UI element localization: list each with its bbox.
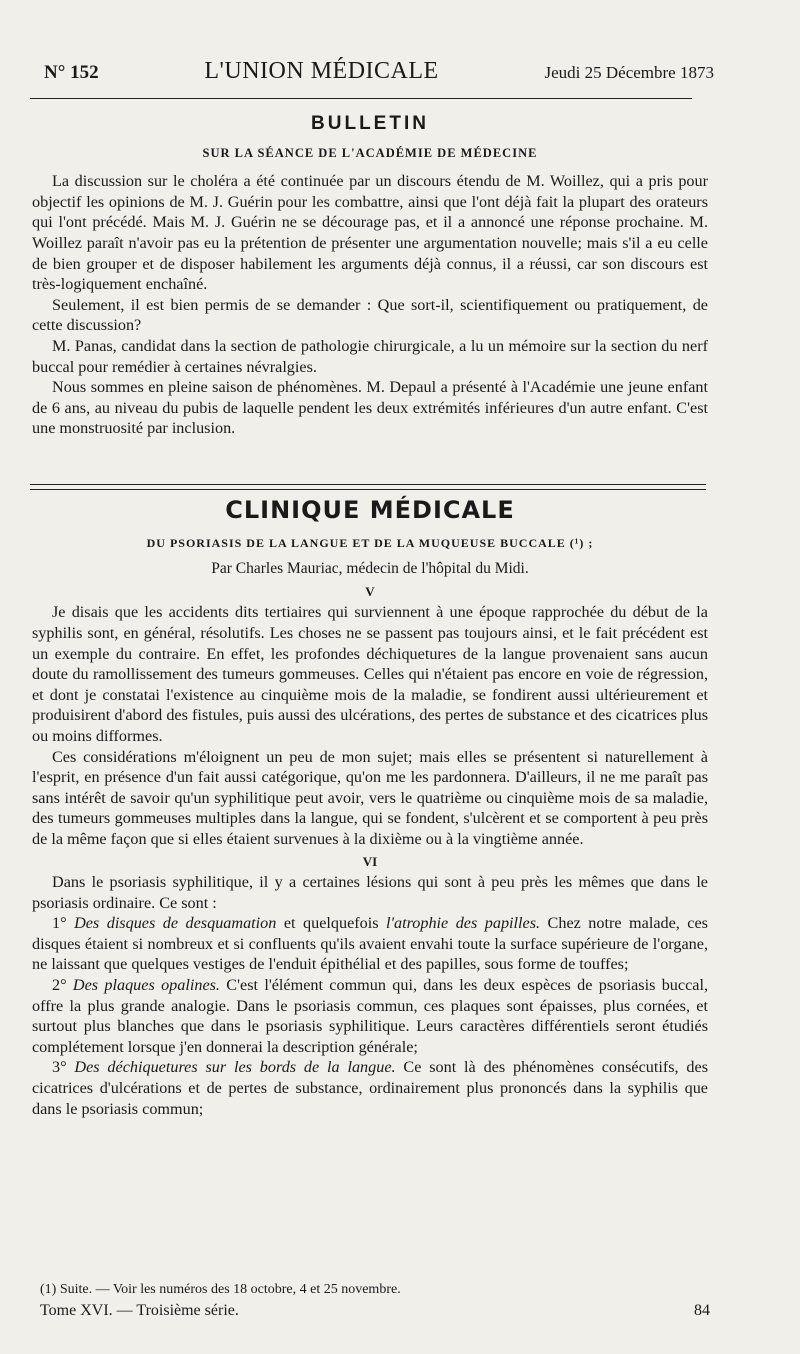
item-connector: et quelquefois (276, 914, 387, 933)
item-text: Ce sont là des phénomènes consécutifs, des cicatrices d'ulcérations et de pertes de substance, ordinairement plus prononcés dans la syphilis que dans le psoriasis commun; (32, 1058, 709, 1118)
bulletin-paragraph: La discussion sur le choléra a été continuée par un discours étendu de M. Woillez, qui a pris pour objectif les opinions de M. J. Guérin pour les combattre, ainsi que l'ont déjà fait la plupart des orateurs qui l'ont précédé. Mais M. J. Guérin ne se décourage pas, et il a annoncé une réponse prochaine. M. Woillez paraît n'avoir pas eu la prétention de présenter une argumentation nouvelle; mais s'il a eu celle de bien grouper et de disposer habilement les arguments déjà connus, il a réussi, car son discours est très-logiquement enchaîné. (32, 172, 708, 294)
footnote: (1) Suite. — Voir les numéros des 18 octobre, 4 et 25 novembre. (40, 1282, 401, 1297)
section-double-rule (30, 484, 706, 490)
bulletin-section (32, 114, 708, 439)
journal-title: L'UNION MÉDICALE (204, 58, 439, 84)
article-paragraph: Dans le psoriasis syphilitique, il y a certaines lésions qui sont à peu près les mêmes que dans le psoriasis ordinaire. Ce sont : (32, 873, 708, 912)
item-text: C'est l'élément commun qui, dans les deux espèces de psoriasis buccal, offre la plus grande analogie. Dans le psoriasis commun, ces plaques sont épaisses, plus cornées, et surtout plus blanches que dans le psoriasis syphilitique. Leurs caractères différentiels seront étudiés complétement lorsque j'en donnerai la description générale; (32, 976, 709, 1056)
article-title: DU PSORIASIS DE LA LANGUE ET DE LA MUQUEUSE BUCCALE (¹) ; (146, 535, 594, 550)
item-heading: Des disques de desquamation (74, 914, 277, 933)
list-item (32, 913, 708, 975)
bulletin-subtitle: SUR LA SÉANCE DE L'ACADÉMIE DE MÉDECINE (202, 145, 538, 160)
bulletin-paragraph: Nous sommes en pleine saison de phénomènes. M. Depaul a présenté à l'Académie une jeune enfant de 6 ans, au niveau du pubis de laquelle pendent les deux extrémités inférieures d'un autre enfant. C'est une monstruosité par inclusion. (32, 378, 708, 438)
clinique-section (32, 496, 709, 1119)
section-number-v: V (365, 583, 375, 599)
section-number-vi: VI (362, 853, 378, 869)
item-heading: Des plaques opalines. (72, 976, 220, 995)
issue-number: N° 152 (44, 62, 99, 83)
bulletin-paragraph: M. Panas, candidat dans la section de pathologie chirurgicale, a lu un mémoire sur la section du nerf buccal pour remédier à certaines névralgies. (32, 336, 708, 376)
item-text: Chez notre malade, ces disques étaient si nombreux et si confluents qu'ils avaient envahi toute la surface supérieure de l'organe, ne laissant que quelques vestiges de l'enduit épithélial et des papilles, sous forme de touffes; (32, 914, 708, 974)
list-item (32, 975, 708, 1057)
clinique-title: CLINIQUE MÉDICALE (225, 496, 515, 524)
page-footer (40, 1302, 710, 1320)
article-author: Par Charles Mauriac, médecin de l'hôpital du Midi. (211, 560, 529, 578)
item-number: 1° (52, 914, 67, 933)
item-number: 3° (52, 1058, 67, 1077)
item-number: 2° (52, 976, 67, 995)
item-heading-2: l'atrophie des papilles. (386, 914, 541, 933)
bulletin-title: BULLETIN (311, 113, 429, 134)
bulletin-paragraph: Seulement, il est bien permis de se demander : Que sort-il, scientifiquement ou pratiquement, de cette discussion? (32, 295, 708, 335)
page-header (44, 58, 714, 92)
issue-date: Jeudi 25 Décembre 1873 (544, 63, 714, 82)
header-rule (30, 98, 692, 99)
volume-info: Tome XVI. — Troisième série. (40, 1302, 239, 1319)
article-paragraph: Ces considérations m'éloignent un peu de mon sujet; mais elles se présentent si naturellement à l'esprit, en présence d'un fait aussi catégorique, qu'on me les pardonnera. D'ailleurs, il ne me paraît pas sans intérêt de savoir qu'un syphilitique peut avoir, vers le quatrième ou cinquième mois de sa maladie, des tumeurs gommeuses multiples dans la langue, qui se fondent, s'ulcèrent et se comportent à peu près de la même façon que si elles étaient survenues à la dixième ou à la vingtième année. (32, 747, 708, 848)
list-item (32, 1057, 708, 1119)
article-paragraph: Je disais que les accidents dits tertiaires qui surviennent à une époque rapprochée du début de la syphilis sont, en général, résolutifs. Les choses ne se passent pas toujours ainsi, et le fait précédent est un exemple du contraire. En effet, les profondes déchiquetures de la langue provenaient sans aucun doute du ramollissement des tumeurs gommeuses. Celles qui n'étaient pas encore en voie de régression, et dont je constatai l'existence au cinquième mois de la maladie, se fondirent aussi ultérieurement et produisirent d'abord des fistules, puis aussi des ulcérations, des pertes de substance et des cicatrices plus ou moins difformes. (32, 603, 708, 745)
item-heading: Des déchiquetures sur les bords de la langue. (74, 1058, 396, 1077)
page-number: 84 (694, 1302, 710, 1319)
